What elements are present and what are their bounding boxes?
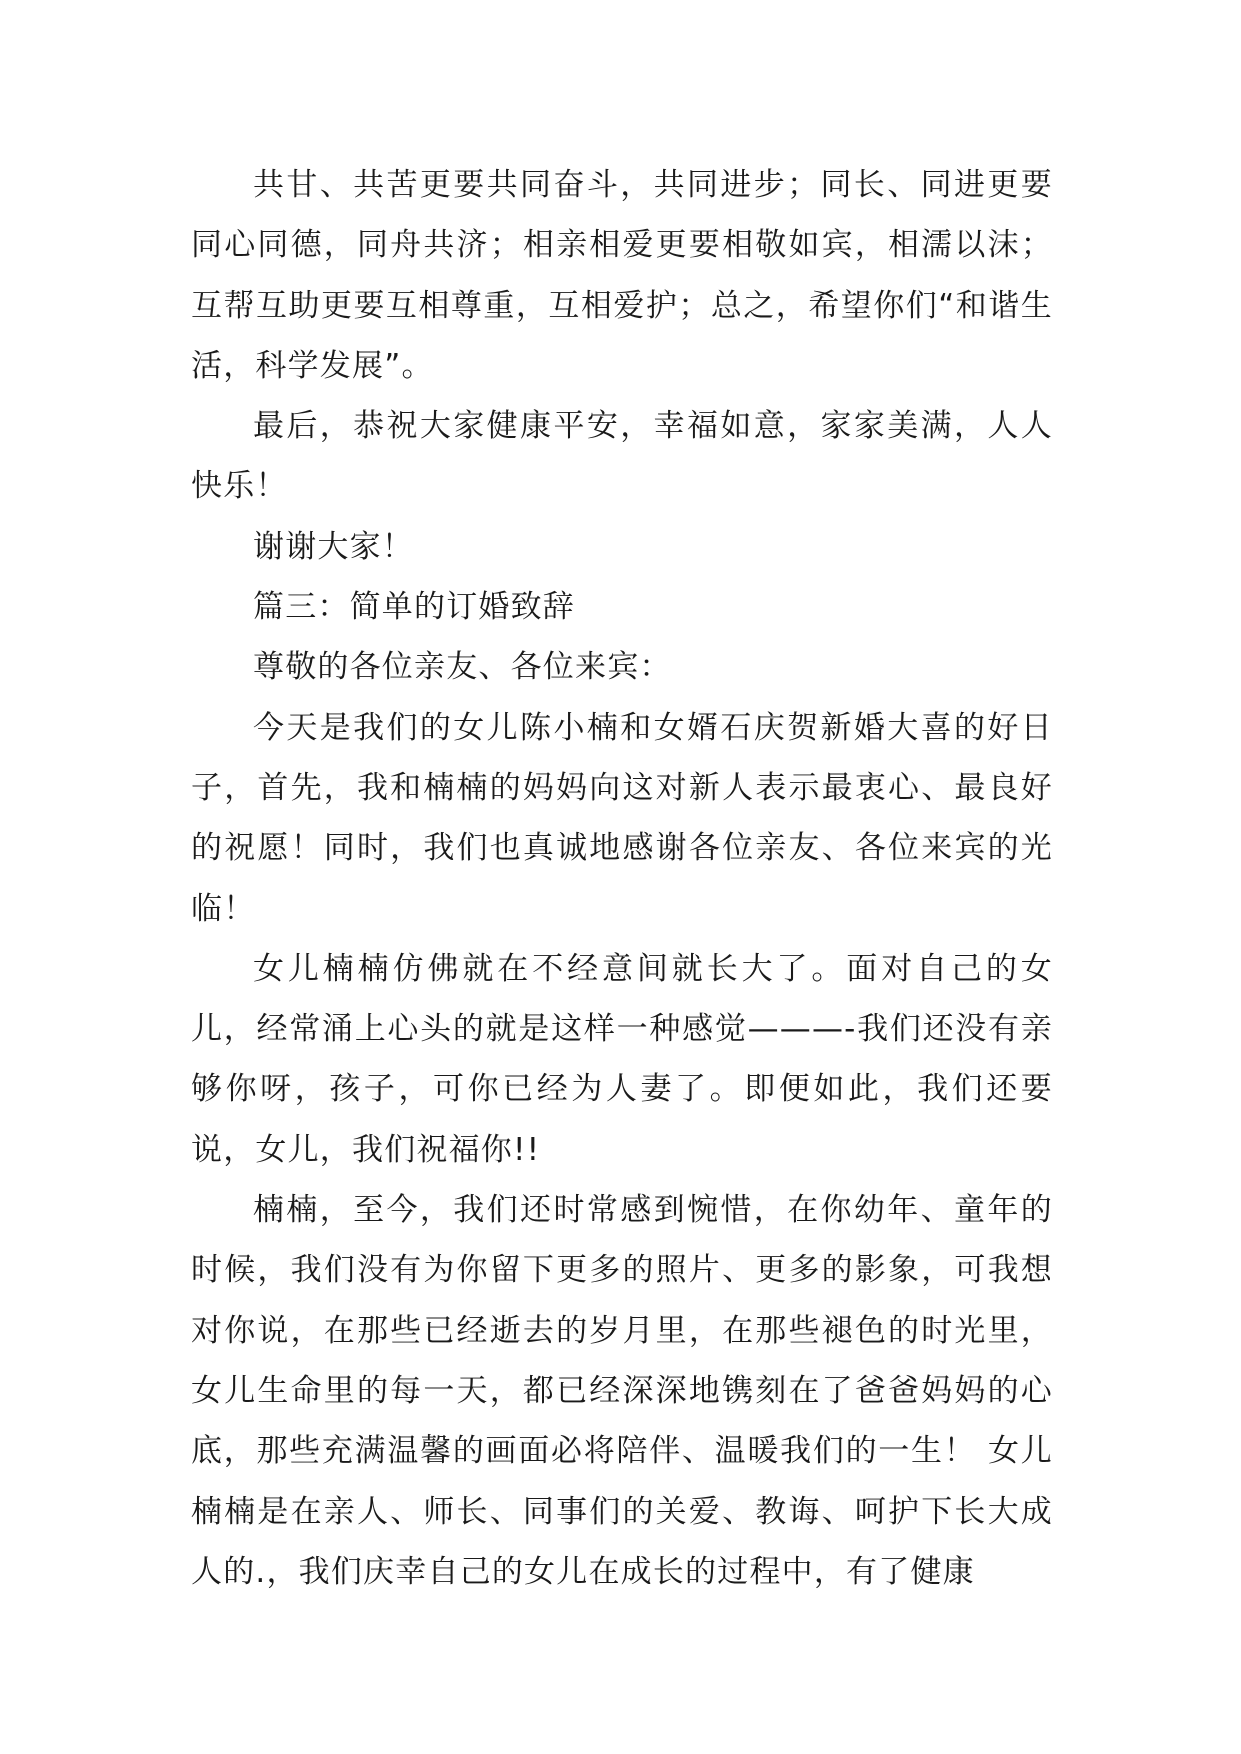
salutation: 尊敬的各位亲友、各位来宾：	[253, 649, 672, 686]
paragraph-opening: 今天是我们的女儿陈小楠和女婿石庆贺新婚大喜的好日子，首先，我和楠楠的妈妈向这对新人表示最衷心、最良好的祝愿！同时，我们也真诚地感谢各位亲友、各位来宾的光临！	[191, 709, 1053, 927]
paragraph-daughter-grown: 女儿楠楠仿佛就在不经意间就长大了。面对自己的女儿，经常涌上心头的就是这样一种感觉———-我们还没有亲够你呀，孩子，可你已经为人妻了。即便如此，我们还要说，女儿，我们祝福你!!	[191, 950, 1053, 1168]
paragraph-closing-wishes-continued: 共甘、共苦更要共同奋斗，共同进步；同长、同进更要同心同德，同舟共济；相亲相爱更要相敬如宾，相濡以沫；互帮互助更要互相尊重，互相爱护；总之，希望你们“和谐生活，科学发展”。	[191, 167, 1053, 384]
section-heading: 篇三：简单的订婚致辞	[253, 589, 575, 626]
paragraph-memories: 楠楠，至今，我们还时常感到惋惜，在你幼年、童年的时候，我们没有为你留下更多的照片、更多的影象，可我想对你说，在那些已经逝去的岁月里，在那些褪色的时光里，女儿生命里的每一天，都已经深深地镌刻在了爸爸妈妈的心底，那些充满温馨的画面必将陪伴、温暖我们的一生！ 女儿楠楠是在亲人、师长、同事们的关爱、教诲、呵护下长大成人的.，我们庆幸自己的女儿在成长的过程中，有了健康	[191, 1192, 1053, 1590]
paragraph-thanks: 谢谢大家！	[253, 528, 414, 565]
paragraph-final-blessing: 最后，恭祝大家健康平安，幸福如意，家家美满，人人快乐！	[191, 408, 1053, 505]
document-body	[191, 155, 1053, 1602]
